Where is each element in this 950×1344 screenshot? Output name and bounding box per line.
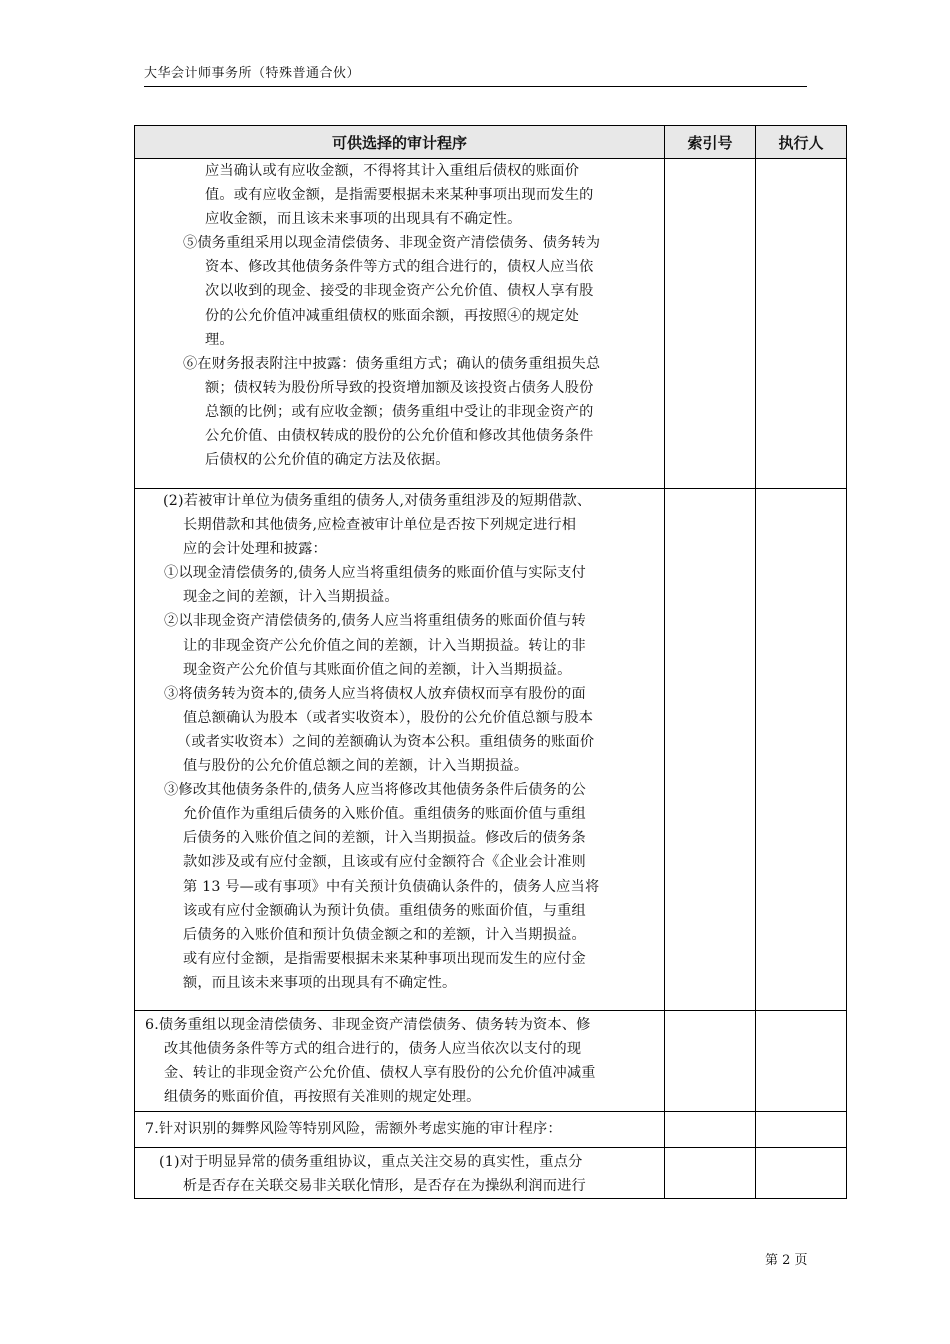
text-line: 值与股份的公允价值总额之间的差额，计入当期损益。 bbox=[183, 758, 529, 775]
text-line: 或有应付金额，是指需要根据未来某种事项出现而发生的应付金 bbox=[183, 950, 586, 967]
text-line: ②以非现金资产清偿债务的,债务人应当将重组债务的账面价值与转 bbox=[164, 613, 586, 630]
table-row bbox=[135, 1148, 847, 1199]
text-line: 应当确认或有应收金额，不得将其计入重组后债权的账面价 bbox=[205, 163, 580, 179]
text-line: 份的公允价值冲减重组债权的账面余额，再按照④的规定处 bbox=[205, 307, 580, 324]
index-cell[interactable] bbox=[665, 1112, 756, 1148]
index-cell[interactable] bbox=[665, 159, 756, 489]
text-line: 该或有应付金额确认为预计负债。重组债务的账面价值，与重组 bbox=[183, 902, 586, 919]
procedure-cell bbox=[135, 1148, 665, 1199]
text-line: 改其他债务条件等方式的组合进行的，债务人应当依次以支付的现 bbox=[164, 1041, 582, 1058]
text-line: 让的非现金资产公允价值之间的差额，计入当期损益。转让的非 bbox=[183, 637, 586, 654]
procedure-cell bbox=[135, 1011, 665, 1112]
header-procedure: 可供选择的审计程序 bbox=[135, 126, 665, 159]
text-line: 资本、修改其他债务条件等方式的组合进行的，债权人应当依 bbox=[205, 259, 594, 276]
firm-name: 大华会计师事务所（特殊普通合伙） bbox=[144, 66, 361, 81]
text-line: 额，而且该未来事项的出现具有不确定性。 bbox=[183, 974, 457, 991]
procedure-cell bbox=[135, 159, 665, 489]
text-line: 理。 bbox=[205, 331, 234, 348]
page-number: 第 2 页 bbox=[765, 1253, 808, 1268]
text-line: ③修改其他债务条件的,债务人应当将修改其他债务条件后债务的公 bbox=[164, 782, 586, 799]
page-header bbox=[144, 66, 807, 87]
text-line: 长期借款和其他债务,应检查被审计单位是否按下列规定进行相 bbox=[183, 517, 577, 534]
text-line: ⑤债务重组采用以现金清偿债务、非现金资产清偿债务、债务转为 bbox=[183, 235, 601, 252]
text-line: 值。或有应收金额，是指需要根据未来某种事项出现而发生的 bbox=[205, 187, 594, 204]
text-line: （或者实收资本）之间的差额确认为资本公积。重组债务的账面价 bbox=[177, 733, 595, 750]
text-line: ③将债务转为资本的,债务人应当将债权人放弃债权而享有股份的面 bbox=[164, 685, 586, 702]
audit-procedure-table bbox=[134, 125, 847, 1199]
table-header-row bbox=[135, 126, 847, 159]
text-line: 6.债务重组以现金清偿债务、非现金资产清偿债务、债务转为资本、修 bbox=[145, 1017, 591, 1033]
text-line: (1)对于明显异常的债务重组协议，重点关注交易的真实性，重点分 bbox=[159, 1154, 583, 1170]
text-line: (2)若被审计单位为债务重组的债务人,对债务重组涉及的短期借款、 bbox=[163, 493, 592, 509]
text-line: 金、转让的非现金资产公允价值、债权人享有股份的公允价值冲减重 bbox=[164, 1065, 596, 1082]
text-line: 允价值作为重组后债务的入账价值。重组债务的账面价值与重组 bbox=[183, 806, 586, 823]
table-row bbox=[135, 159, 847, 489]
text-line: 公允价值、由债权转成的股份的公允价值和修改其他债务条件 bbox=[205, 428, 594, 445]
text-line: 款如涉及或有应付金额，且该或有应付金额符合《企业会计准则 bbox=[183, 854, 586, 871]
text-line: 组债务的账面价值，再按照有关准则的规定处理。 bbox=[164, 1089, 481, 1106]
table-row bbox=[135, 1112, 847, 1148]
text-line: 析是否存在关联交易非关联化情形，是否存在为操纵利润而进行 bbox=[183, 1178, 586, 1195]
text-line: 后债务的入账价值和预计负债金额之和的差额，计入当期损益。 bbox=[183, 926, 586, 943]
executor-cell[interactable] bbox=[756, 1148, 847, 1199]
header-index: 索引号 bbox=[665, 126, 756, 159]
executor-cell[interactable] bbox=[756, 1011, 847, 1112]
procedure-cell bbox=[135, 489, 665, 1011]
index-cell[interactable] bbox=[665, 489, 756, 1011]
text-line: 后债务的入账价值之间的差额，计入当期损益。修改后的债务条 bbox=[183, 830, 586, 847]
text-line: 额；债权转为股份所导致的投资增加额及该投资占债务人股份 bbox=[205, 379, 594, 396]
table-row bbox=[135, 1011, 847, 1112]
text-line: 7.针对识别的舞弊风险等特别风险，需额外考虑实施的审计程序： bbox=[145, 1121, 562, 1137]
text-line: 总额的比例；或有应收金额；债务重组中受让的非现金资产的 bbox=[205, 403, 594, 420]
text-line: 第 13 号—或有事项》中有关预计负债确认条件的，债务人应当将 bbox=[183, 878, 600, 895]
text-line: 现金资产公允价值与其账面价值之间的差额，计入当期损益。 bbox=[183, 661, 572, 678]
text-line: 值总额确认为股本（或者实收资本），股份的公允价值总额与股本 bbox=[183, 709, 594, 726]
executor-cell[interactable] bbox=[756, 159, 847, 489]
text-line: 应的会计处理和披露： bbox=[183, 541, 327, 558]
text-line: 次以收到的现金、接受的非现金资产公允价值、债权人享有股 bbox=[205, 283, 594, 300]
table-row bbox=[135, 489, 847, 1011]
executor-cell[interactable] bbox=[756, 1112, 847, 1148]
text-line: ①以现金清偿债务的,债务人应当将重组债务的账面价值与实际支付 bbox=[164, 565, 586, 582]
index-cell[interactable] bbox=[665, 1011, 756, 1112]
text-line: ⑥在财务报表附注中披露：债务重组方式；确认的债务重组损失总 bbox=[183, 355, 601, 372]
text-line: 应收金额，而且该未来事项的出现具有不确定性。 bbox=[205, 211, 522, 228]
procedure-cell bbox=[135, 1112, 665, 1148]
executor-cell[interactable] bbox=[756, 489, 847, 1011]
text-line: 后债权的公允价值的确定方法及依据。 bbox=[205, 452, 450, 469]
header-executor: 执行人 bbox=[756, 126, 847, 159]
text-line: 现金之间的差额，计入当期损益。 bbox=[183, 589, 399, 606]
index-cell[interactable] bbox=[665, 1148, 756, 1199]
